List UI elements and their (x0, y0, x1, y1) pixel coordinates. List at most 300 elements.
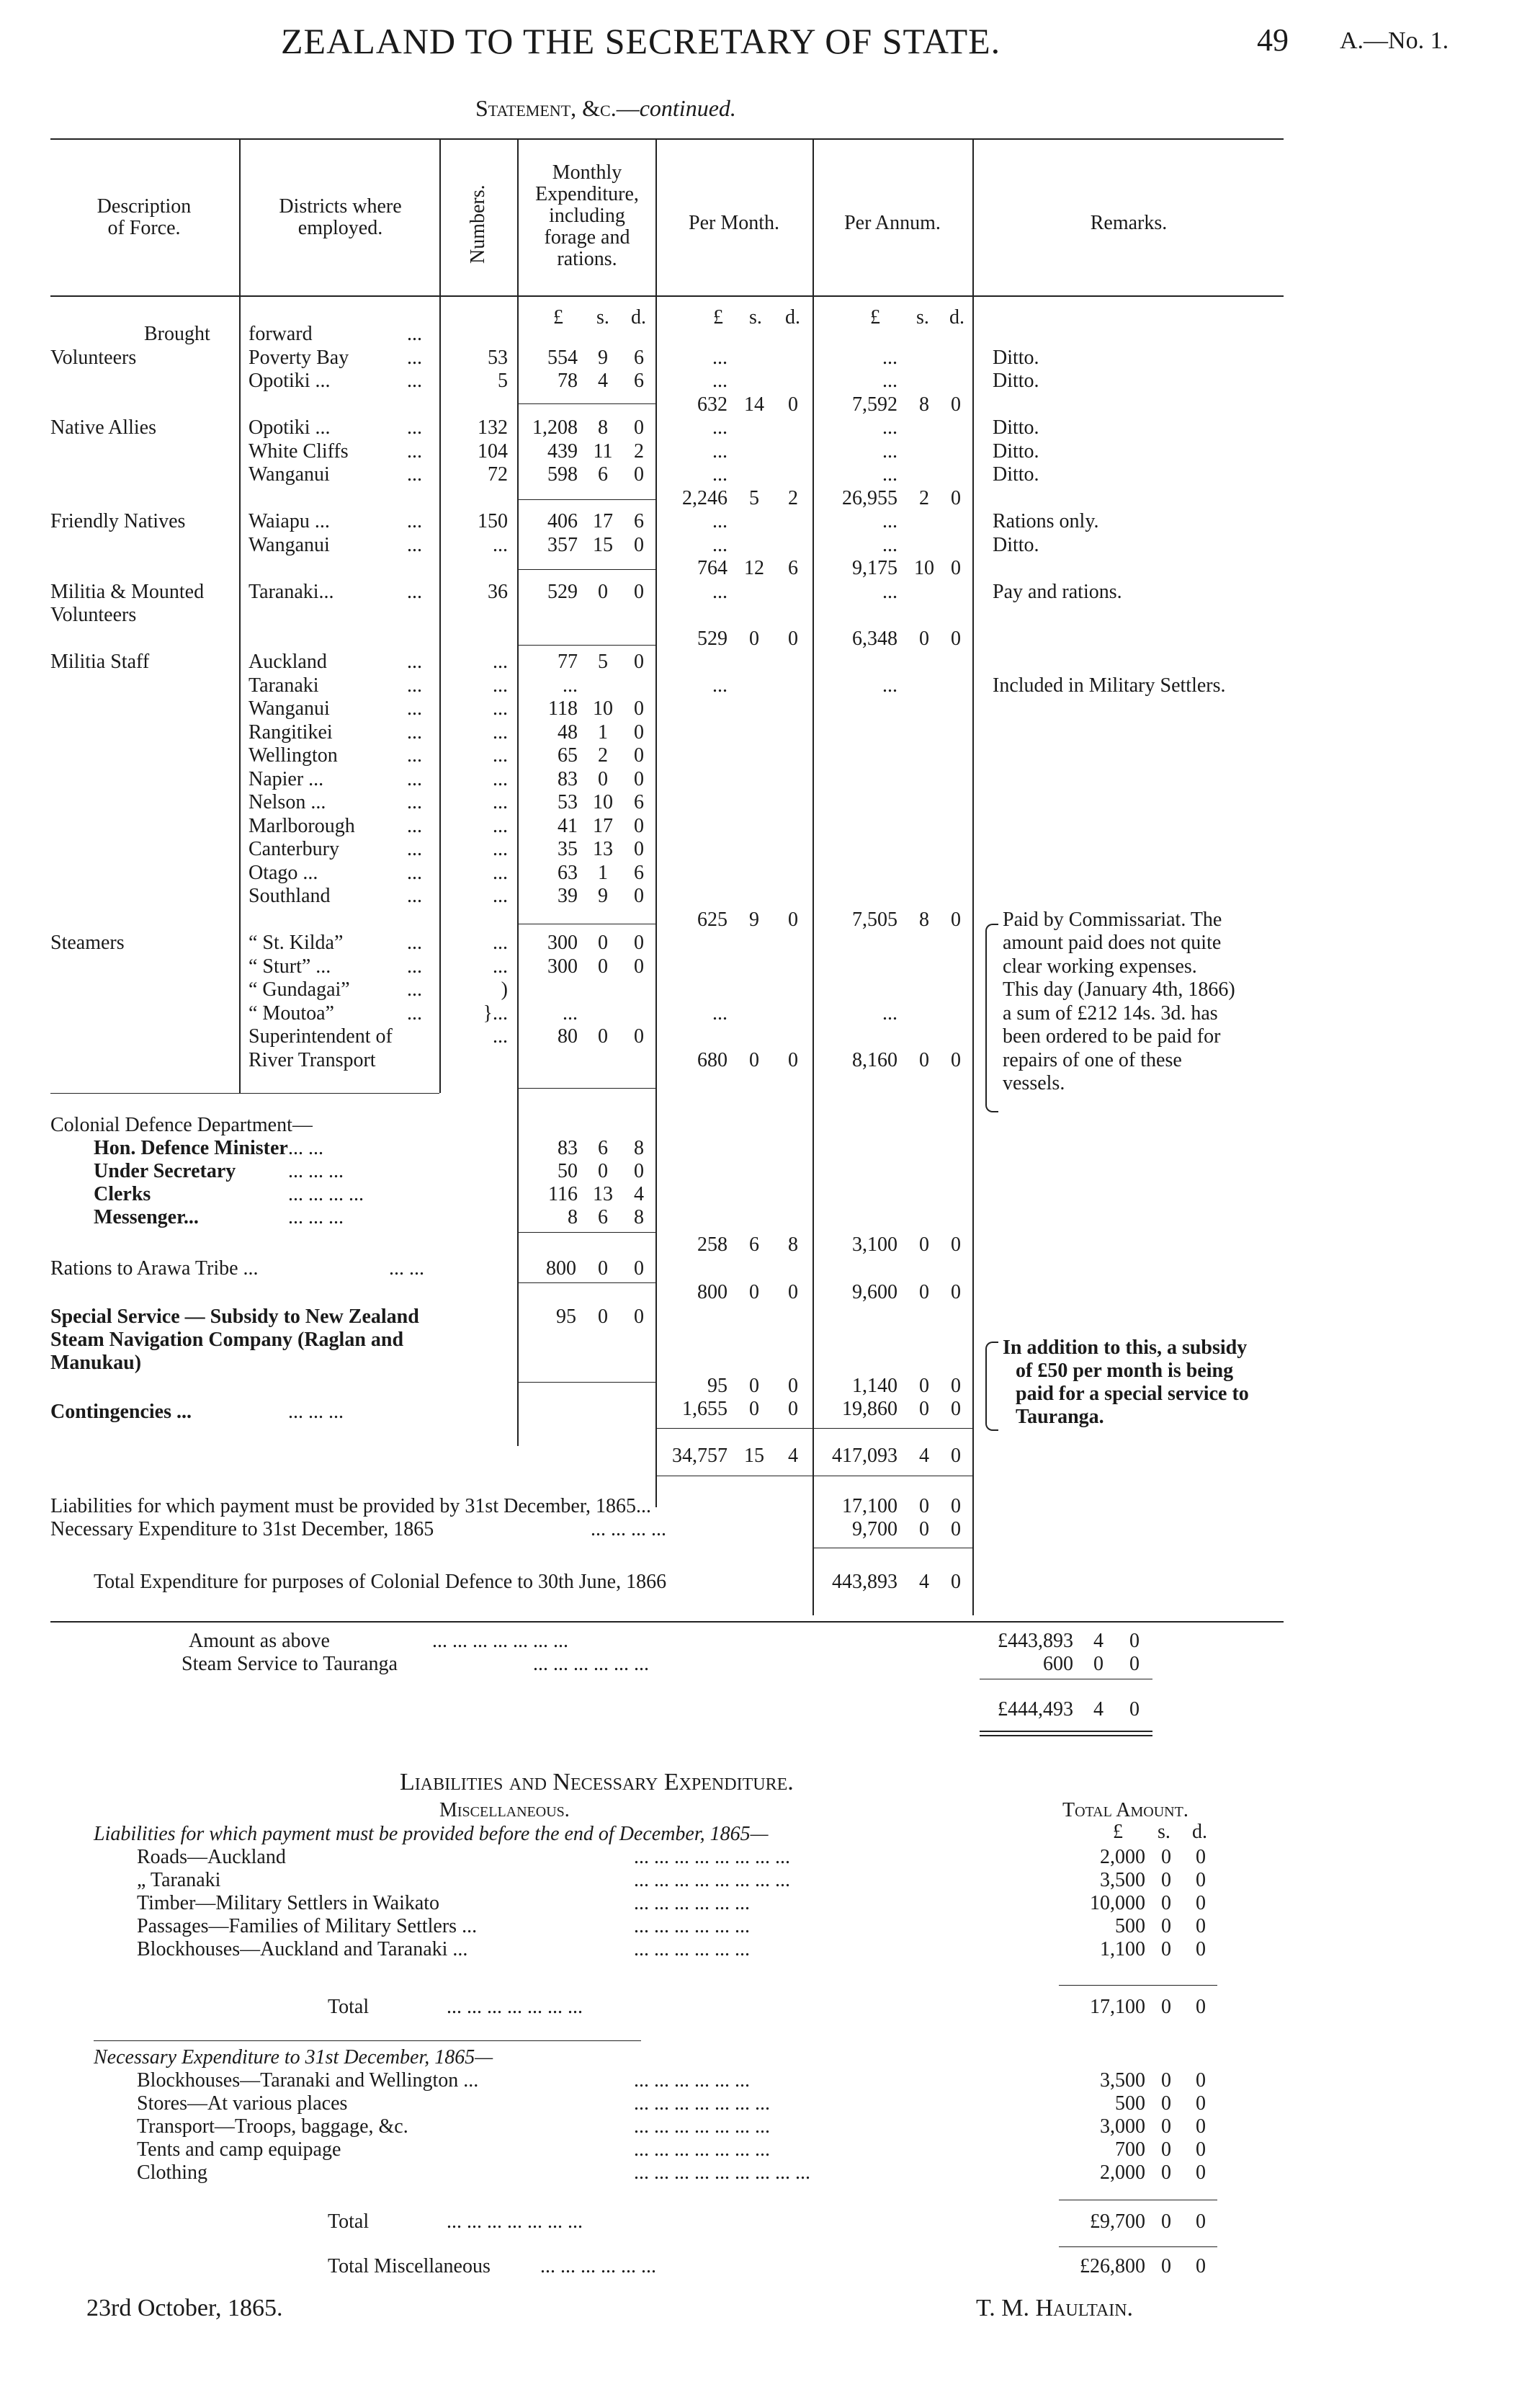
row-monthly-s: 13 (593, 838, 613, 860)
nec-item-label: Clothing (137, 2161, 208, 2184)
unit-pm-d: d. (785, 306, 800, 329)
row-monthly-pound: 406 (547, 510, 578, 532)
row-monthly-pound: 554 (547, 347, 578, 369)
row-dots: ... (407, 862, 422, 884)
row-monthly-d: 0 (634, 1025, 644, 1048)
misc-total-d: 0 (1196, 2255, 1206, 2277)
arawa-pm-d: 0 (788, 1281, 798, 1303)
page-title: ZEALAND TO THE SECRETARY OF STATE. (281, 21, 1001, 61)
row-numbers: }... (483, 1002, 508, 1025)
row-dots: ... (407, 721, 422, 744)
special-line-3: Manukau) (50, 1352, 142, 1374)
row-monthly-pound: 48 (558, 721, 578, 744)
row-dots: ... (407, 581, 422, 603)
defence-subtotal-pm-s: 6 (749, 1233, 759, 1256)
nec-item-label: Tents and camp equipage (137, 2138, 341, 2161)
row-monthly-s: 1 (598, 862, 608, 884)
grand-pa-pound: 417,093 (832, 1445, 897, 1467)
liab-item-label: Roads—Auckland (137, 1846, 286, 1868)
row-monthly-s: 11 (593, 440, 613, 463)
arawa-label: Rations to Arawa Tribe ... (50, 1257, 259, 1280)
row-district: “ Sturt” ... (249, 955, 331, 978)
row-dots: ... (407, 932, 422, 954)
header-remarks: Remarks. (1090, 212, 1168, 234)
lne-liab-heading: Liabilities for which payment must be provided before the end of December, 1865— (94, 1823, 769, 1845)
row-district: Waiapu ... (249, 510, 330, 532)
row-per-month-pound: ... (712, 416, 728, 439)
misc-total-dots: ... ... ... ... ... ... (540, 2255, 656, 2277)
row-per-annum-d: 0 (951, 628, 961, 650)
liab-item-dots: ... ... ... ... ... ... ... ... (634, 1846, 790, 1868)
row-district: Marlborough (249, 815, 355, 837)
row-district: Auckland (249, 651, 327, 673)
header-monthly (519, 162, 655, 270)
row-per-month-pound: ... (712, 347, 728, 369)
row-monthly-s: 5 (598, 651, 608, 673)
row-dots: ... (407, 651, 422, 673)
liabilities-line-s: 0 (919, 1495, 929, 1517)
row-numbers: 104 (478, 440, 508, 463)
row-dots: ... (407, 744, 422, 767)
special-remark-4: Tauranga. (1016, 1406, 1104, 1428)
row-district: River Transport (249, 1049, 376, 1071)
row-dots: ... (407, 323, 422, 345)
row-monthly-pound: ... (563, 674, 578, 697)
row-dots: ... (407, 416, 422, 439)
row-numbers: ... (493, 791, 508, 813)
contingencies-pa-d: 0 (951, 1398, 961, 1420)
row-monthly-s: 9 (598, 347, 608, 369)
row-monthly-pound: 78 (558, 370, 578, 392)
special-pm-pound: 95 (707, 1375, 728, 1397)
row-per-annum-pound: 7,505 (852, 909, 897, 931)
footer-date: 23rd October, 1865. (86, 2295, 283, 2321)
amount-total-pound: £444,493 (998, 1698, 1073, 1721)
row-monthly-pound: 529 (547, 581, 578, 603)
nec-rule (94, 2040, 641, 2041)
row-per-annum-pound: ... (882, 416, 897, 439)
nec-item-dots: ... ... ... ... ... ... ... (634, 2138, 770, 2161)
liab-item-pound: 3,500 (1100, 1869, 1145, 1891)
row-monthly-s: 17 (593, 815, 613, 837)
row-per-month-pound: ... (712, 534, 728, 556)
defence-item-label: Hon. Defence Minister (94, 1137, 288, 1159)
row-remarks: This day (January 4th, 1866) (1003, 978, 1235, 1001)
row-district: Opotiki ... (249, 416, 331, 439)
nec-item-label: Transport—Troops, baggage, &c. (137, 2115, 408, 2138)
amount-row-pound: £443,893 (998, 1630, 1073, 1652)
nec-item-s: 0 (1161, 2092, 1171, 2115)
special-m-d: 0 (634, 1306, 644, 1328)
row-per-annum-pound: ... (882, 674, 897, 697)
defence-item-s: 13 (593, 1183, 613, 1205)
row-monthly-d: 0 (634, 838, 644, 860)
header-monthly-3: including (549, 205, 625, 227)
row-numbers: 150 (478, 510, 508, 532)
special-pa-pound: 1,140 (852, 1375, 897, 1397)
row-remarks: vessels. (1003, 1072, 1065, 1094)
header-description (65, 196, 223, 239)
amount-total-d: 0 (1129, 1698, 1140, 1721)
row-district: “ St. Kilda” (249, 932, 344, 954)
row-per-annum-d: 0 (951, 1049, 961, 1071)
row-per-annum-pound: ... (882, 370, 897, 392)
row-numbers: ... (493, 955, 508, 978)
amount-total-s: 4 (1093, 1698, 1103, 1721)
amount-row-label: Amount as above (189, 1630, 330, 1652)
row-per-annum-d: 0 (951, 557, 961, 579)
liab-item-label: „ Taranaki (137, 1869, 221, 1891)
arawa-dots: ... ... (389, 1257, 424, 1280)
row-dots: ... (407, 674, 422, 697)
row-dots: ... (407, 768, 422, 790)
row-description: Native Allies (50, 416, 156, 439)
row-numbers: 5 (498, 370, 508, 392)
row-district: Wanganui (249, 697, 330, 720)
row-remarks: Ditto. (993, 347, 1039, 369)
row-dots: ... (407, 370, 422, 392)
header-districts (249, 196, 432, 239)
header-monthly-5: rations. (557, 248, 617, 270)
nec-item-pound: 3,500 (1100, 2069, 1145, 2092)
row-per-annum-pound: 9,175 (852, 557, 897, 579)
row-dots: ... (407, 463, 422, 486)
subtotal-rule-volunteers (517, 403, 655, 404)
special-pm-s: 0 (749, 1375, 759, 1397)
amount-row-s: 0 (1093, 1653, 1103, 1675)
subtitle-text: Statement, &c.— (475, 95, 640, 121)
liab-total-dots: ... ... ... ... ... ... ... (447, 1996, 583, 2018)
liab-item-s: 0 (1161, 1938, 1171, 1960)
defence-subtotal-pm-d: 8 (788, 1233, 798, 1256)
arawa-pm-s: 0 (749, 1281, 759, 1303)
row-district: Poverty Bay (249, 347, 349, 369)
row-per-annum-pound: 26,955 (842, 487, 897, 509)
row-per-month-d: 0 (788, 909, 798, 931)
special-remark-1: In addition to this, a subsidy (1003, 1336, 1248, 1359)
row-monthly-d: 6 (634, 370, 644, 392)
defence-item-dots: ... ... (288, 1137, 323, 1159)
nec-item-label: Blockhouses—Taranaki and Wellington ... (137, 2069, 479, 2092)
special-m-pound: 95 (556, 1306, 576, 1328)
row-description: Friendly Natives (50, 510, 186, 532)
row-per-annum-d: 0 (951, 393, 961, 416)
subtotal-rule-steamers (517, 1088, 655, 1089)
liab-item-s: 0 (1161, 1892, 1171, 1914)
row-monthly-d: 6 (634, 347, 644, 369)
row-remarks: Ditto. (993, 416, 1039, 439)
defence-item-d: 0 (634, 1160, 644, 1182)
row-per-month-d: 2 (788, 487, 798, 509)
row-monthly-pound: 41 (558, 815, 578, 837)
row-district: Taranaki (249, 674, 319, 697)
row-per-annum-d: 0 (951, 487, 961, 509)
row-monthly-d: 2 (634, 440, 644, 463)
row-per-month-s: 5 (749, 487, 759, 509)
row-remarks: Rations only. (993, 510, 1099, 532)
subtotal-rule-friendly (517, 569, 655, 570)
special-remark-3: paid for a special service to (1016, 1383, 1249, 1405)
liab-item-s: 0 (1161, 1846, 1171, 1868)
defence-item-s: 0 (598, 1160, 608, 1182)
row-district: Opotiki ... (249, 370, 331, 392)
total-line-d: 0 (951, 1571, 961, 1593)
row-monthly-pound: 598 (547, 463, 578, 486)
row-numbers: 132 (478, 416, 508, 439)
total-line-s: 4 (919, 1571, 929, 1593)
row-monthly-s: 15 (593, 534, 613, 556)
special-line-1: Special Service — Subsidy to New Zealand (50, 1306, 419, 1328)
defence-subtotal-pa-d: 0 (951, 1233, 961, 1256)
liab-item-pound: 2,000 (1100, 1846, 1145, 1868)
row-numbers: 36 (488, 581, 508, 603)
liab-item-dots: ... ... ... ... ... ... (634, 1938, 750, 1960)
row-per-annum-s: 0 (919, 1049, 929, 1071)
col-rule-5 (812, 138, 814, 1615)
row-monthly-s: 17 (593, 510, 613, 532)
row-monthly-d: 0 (634, 744, 644, 767)
nec-item-s: 0 (1161, 2138, 1171, 2161)
row-remarks: Ditto. (993, 534, 1039, 556)
row-numbers: ... (493, 697, 508, 720)
special-remark-2: of £50 per month is being (1016, 1360, 1234, 1382)
row-monthly-s: 10 (593, 791, 613, 813)
row-monthly-pound: ... (563, 1002, 578, 1025)
liab-item-dots: ... ... ... ... ... ... (634, 1892, 750, 1914)
grand-pm-pound: 34,757 (672, 1445, 728, 1467)
row-monthly-s: 4 (598, 370, 608, 392)
nec-item-d: 0 (1196, 2138, 1206, 2161)
liab-item-dots: ... ... ... ... ... ... ... ... (634, 1869, 790, 1891)
row-per-annum-s: 8 (919, 393, 929, 416)
row-monthly-s: 0 (598, 932, 608, 954)
row-monthly-d: 0 (634, 955, 644, 978)
unit-pm-s: s. (749, 306, 762, 329)
liab-item-pound: 1,100 (1100, 1938, 1145, 1960)
nec-total-pound: £9,700 (1090, 2210, 1145, 2233)
row-district: Southland (249, 885, 331, 907)
row-per-annum-d: 0 (951, 909, 961, 931)
amount-row-d: 0 (1129, 1653, 1140, 1675)
grand-pm-d: 4 (788, 1445, 798, 1467)
row-district: forward (249, 323, 313, 345)
unit-m-s: s. (596, 306, 609, 329)
document-reference: A.—No. 1. (1340, 27, 1449, 54)
row-numbers: ... (493, 651, 508, 673)
subtotal-rule-native (517, 499, 655, 500)
defence-item-d: 8 (634, 1206, 644, 1228)
nec-item-d: 0 (1196, 2115, 1206, 2138)
nec-item-pound: 3,000 (1100, 2115, 1145, 2138)
row-remarks: Ditto. (993, 440, 1039, 463)
row-per-annum-pound: ... (882, 534, 897, 556)
row-per-month-pound: 632 (697, 393, 728, 416)
nec-item-dots: ... ... ... ... ... ... ... (634, 2115, 770, 2138)
liab-item-label: Passages—Families of Military Settlers ... (137, 1915, 478, 1937)
row-monthly-s: 0 (598, 768, 608, 790)
row-monthly-pound: 439 (547, 440, 578, 463)
row-per-month-s: 12 (744, 557, 764, 579)
row-numbers: ... (493, 885, 508, 907)
row-numbers: 72 (488, 463, 508, 486)
row-monthly-d: 6 (634, 862, 644, 884)
row-dots: ... (407, 791, 422, 813)
row-description: Volunteers (50, 347, 137, 369)
row-per-month-d: 0 (788, 628, 798, 650)
nec-total-s: 0 (1161, 2210, 1171, 2233)
nec-item-s: 0 (1161, 2161, 1171, 2184)
liab-item-d: 0 (1196, 1846, 1206, 1868)
steamers-brace (985, 924, 998, 1112)
header-per-month: Per Month. (689, 212, 779, 234)
necessary-line-dots: ... ... ... ... (591, 1518, 666, 1540)
row-monthly-s: 0 (598, 581, 608, 603)
subtitle-continued: continued. (639, 95, 736, 121)
row-per-month-s: 14 (744, 393, 764, 416)
row-numbers: 53 (488, 347, 508, 369)
nec-item-dots: ... ... ... ... ... ... ... ... ... (634, 2161, 810, 2184)
row-numbers: ... (493, 862, 508, 884)
row-per-month-s: 9 (749, 909, 759, 931)
defence-item-label: Under Secretary (94, 1160, 236, 1182)
row-dots: ... (407, 978, 422, 1001)
row-description: Militia Staff (50, 651, 150, 673)
liab-item-d: 0 (1196, 1915, 1206, 1937)
row-monthly-pound: 118 (548, 697, 578, 720)
row-monthly-pound: 300 (547, 955, 578, 978)
nec-item-pound: 700 (1115, 2138, 1145, 2161)
row-dots: ... (407, 697, 422, 720)
row-district: Wellington (249, 744, 338, 767)
row-dots: ... (407, 510, 422, 532)
row-dots: ... (407, 885, 422, 907)
row-monthly-s: 1 (598, 721, 608, 744)
row-per-annum-s: 0 (919, 628, 929, 650)
row-dots: ... (407, 347, 422, 369)
nec-total-d: 0 (1196, 2210, 1206, 2233)
row-remarks: been ordered to be paid for (1003, 1025, 1221, 1048)
row-per-month-d: 0 (788, 1049, 798, 1071)
row-monthly-s: 0 (598, 955, 608, 978)
row-remarks: Ditto. (993, 370, 1039, 392)
defence-heading: Colonial Defence Department— (50, 1114, 313, 1136)
contingencies-dots: ... ... ... (288, 1401, 344, 1423)
row-monthly-d: 0 (634, 581, 644, 603)
unit-pa-pound: £ (870, 306, 880, 329)
subtotal-rule-militia (517, 645, 655, 646)
row-monthly-d: 0 (634, 463, 644, 486)
table-header-rule (50, 295, 1284, 297)
col-rule-3 (517, 138, 519, 1446)
row-district: Rangitikei (249, 721, 333, 744)
row-per-month-pound: ... (712, 440, 728, 463)
defence-item-pound: 8 (568, 1206, 578, 1228)
row-remarks: Pay and rations. (993, 581, 1122, 603)
row-numbers: ... (493, 815, 508, 837)
special-remarks-brace (985, 1342, 998, 1431)
row-monthly-s: 9 (598, 885, 608, 907)
row-monthly-s: 10 (593, 697, 613, 720)
header-per-annum: Per Annum. (844, 212, 941, 234)
arawa-rule (517, 1282, 655, 1283)
amount-row-label: Steam Service to Tauranga (182, 1653, 398, 1675)
total-line-label: Total Expenditure for purposes of Colonial Defence to 30th June, 1866 (94, 1571, 667, 1593)
amount-total-underline-1 (980, 1731, 1152, 1732)
row-monthly-pound: 80 (558, 1025, 578, 1048)
misc-total-pound: £26,800 (1080, 2255, 1145, 2277)
contingencies-pa-pound: 19,860 (842, 1398, 897, 1420)
amount-row-dots: ... ... ... ... ... ... ... (432, 1630, 568, 1652)
row-per-month-d: 0 (788, 393, 798, 416)
liab-item-s: 0 (1161, 1915, 1171, 1937)
row-monthly-d: 0 (634, 768, 644, 790)
table-top-rule (50, 138, 1284, 140)
arawa-pa-s: 0 (919, 1281, 929, 1303)
row-per-month-pound: ... (712, 370, 728, 392)
row-monthly-pound: 300 (547, 932, 578, 954)
contingencies-pm-d: 0 (788, 1398, 798, 1420)
row-per-month-s: 0 (749, 1049, 759, 1071)
col-rule-1 (239, 138, 241, 1093)
row-district: Wanganui (249, 463, 330, 486)
defence-item-label: Clerks (94, 1183, 151, 1205)
liab-item-d: 0 (1196, 1938, 1206, 1960)
row-remarks: Ditto. (993, 463, 1039, 486)
row-monthly-d: 6 (634, 791, 644, 813)
row-remarks: amount paid does not quite (1003, 932, 1222, 954)
defence-item-pound: 116 (548, 1183, 578, 1205)
lne-total-amount: Total Amount. (1062, 1799, 1188, 1821)
necessary-line-label: Necessary Expenditure to 31st December, 1865 (50, 1518, 434, 1540)
row-monthly-pound: 83 (558, 768, 578, 790)
row-monthly-d: 6 (634, 510, 644, 532)
row-monthly-d: 0 (634, 416, 644, 439)
misc-total-label: Total Miscellaneous (328, 2255, 491, 2277)
row-monthly-d: 0 (634, 534, 644, 556)
table-bottom-rule (50, 1621, 1284, 1623)
necessary-line-s: 0 (919, 1518, 929, 1540)
necessary-line-pound: 9,700 (852, 1518, 897, 1540)
row-per-month-pound: ... (712, 510, 728, 532)
header-description-2: of Force. (107, 217, 181, 239)
row-monthly-pound: 77 (558, 651, 578, 673)
row-per-annum-pound: ... (882, 1002, 897, 1025)
lne-unit-d: d. (1192, 1821, 1207, 1843)
section-rule-steamers (50, 1093, 439, 1094)
unit-pm-pound: £ (713, 306, 723, 329)
amount-row-d: 0 (1129, 1630, 1140, 1652)
unit-m-pound: £ (553, 306, 563, 329)
row-dots: ... (407, 1002, 422, 1025)
lne-misc: Miscellaneous. (439, 1799, 570, 1821)
defence-item-dots: ... ... ... (288, 1206, 344, 1228)
arawa-m-pound: 800 (546, 1257, 576, 1280)
row-numbers: ... (493, 768, 508, 790)
col-rule-2 (439, 138, 441, 1093)
contingencies-label: Contingencies ... (50, 1401, 192, 1423)
liab-total-d: 0 (1196, 1996, 1206, 2018)
defence-subtotal-pa-s: 0 (919, 1233, 929, 1256)
defence-item-label: Messenger... (94, 1206, 199, 1228)
row-per-annum-pound: ... (882, 347, 897, 369)
contingencies-pm-pound: 1,655 (682, 1398, 728, 1420)
col-rule-6 (972, 138, 974, 1615)
row-dots: ... (407, 838, 422, 860)
row-monthly-d: 0 (634, 885, 644, 907)
liab-item-s: 0 (1161, 1869, 1171, 1891)
row-district: Taranaki... (249, 581, 334, 603)
row-per-annum-pound: ... (882, 463, 897, 486)
